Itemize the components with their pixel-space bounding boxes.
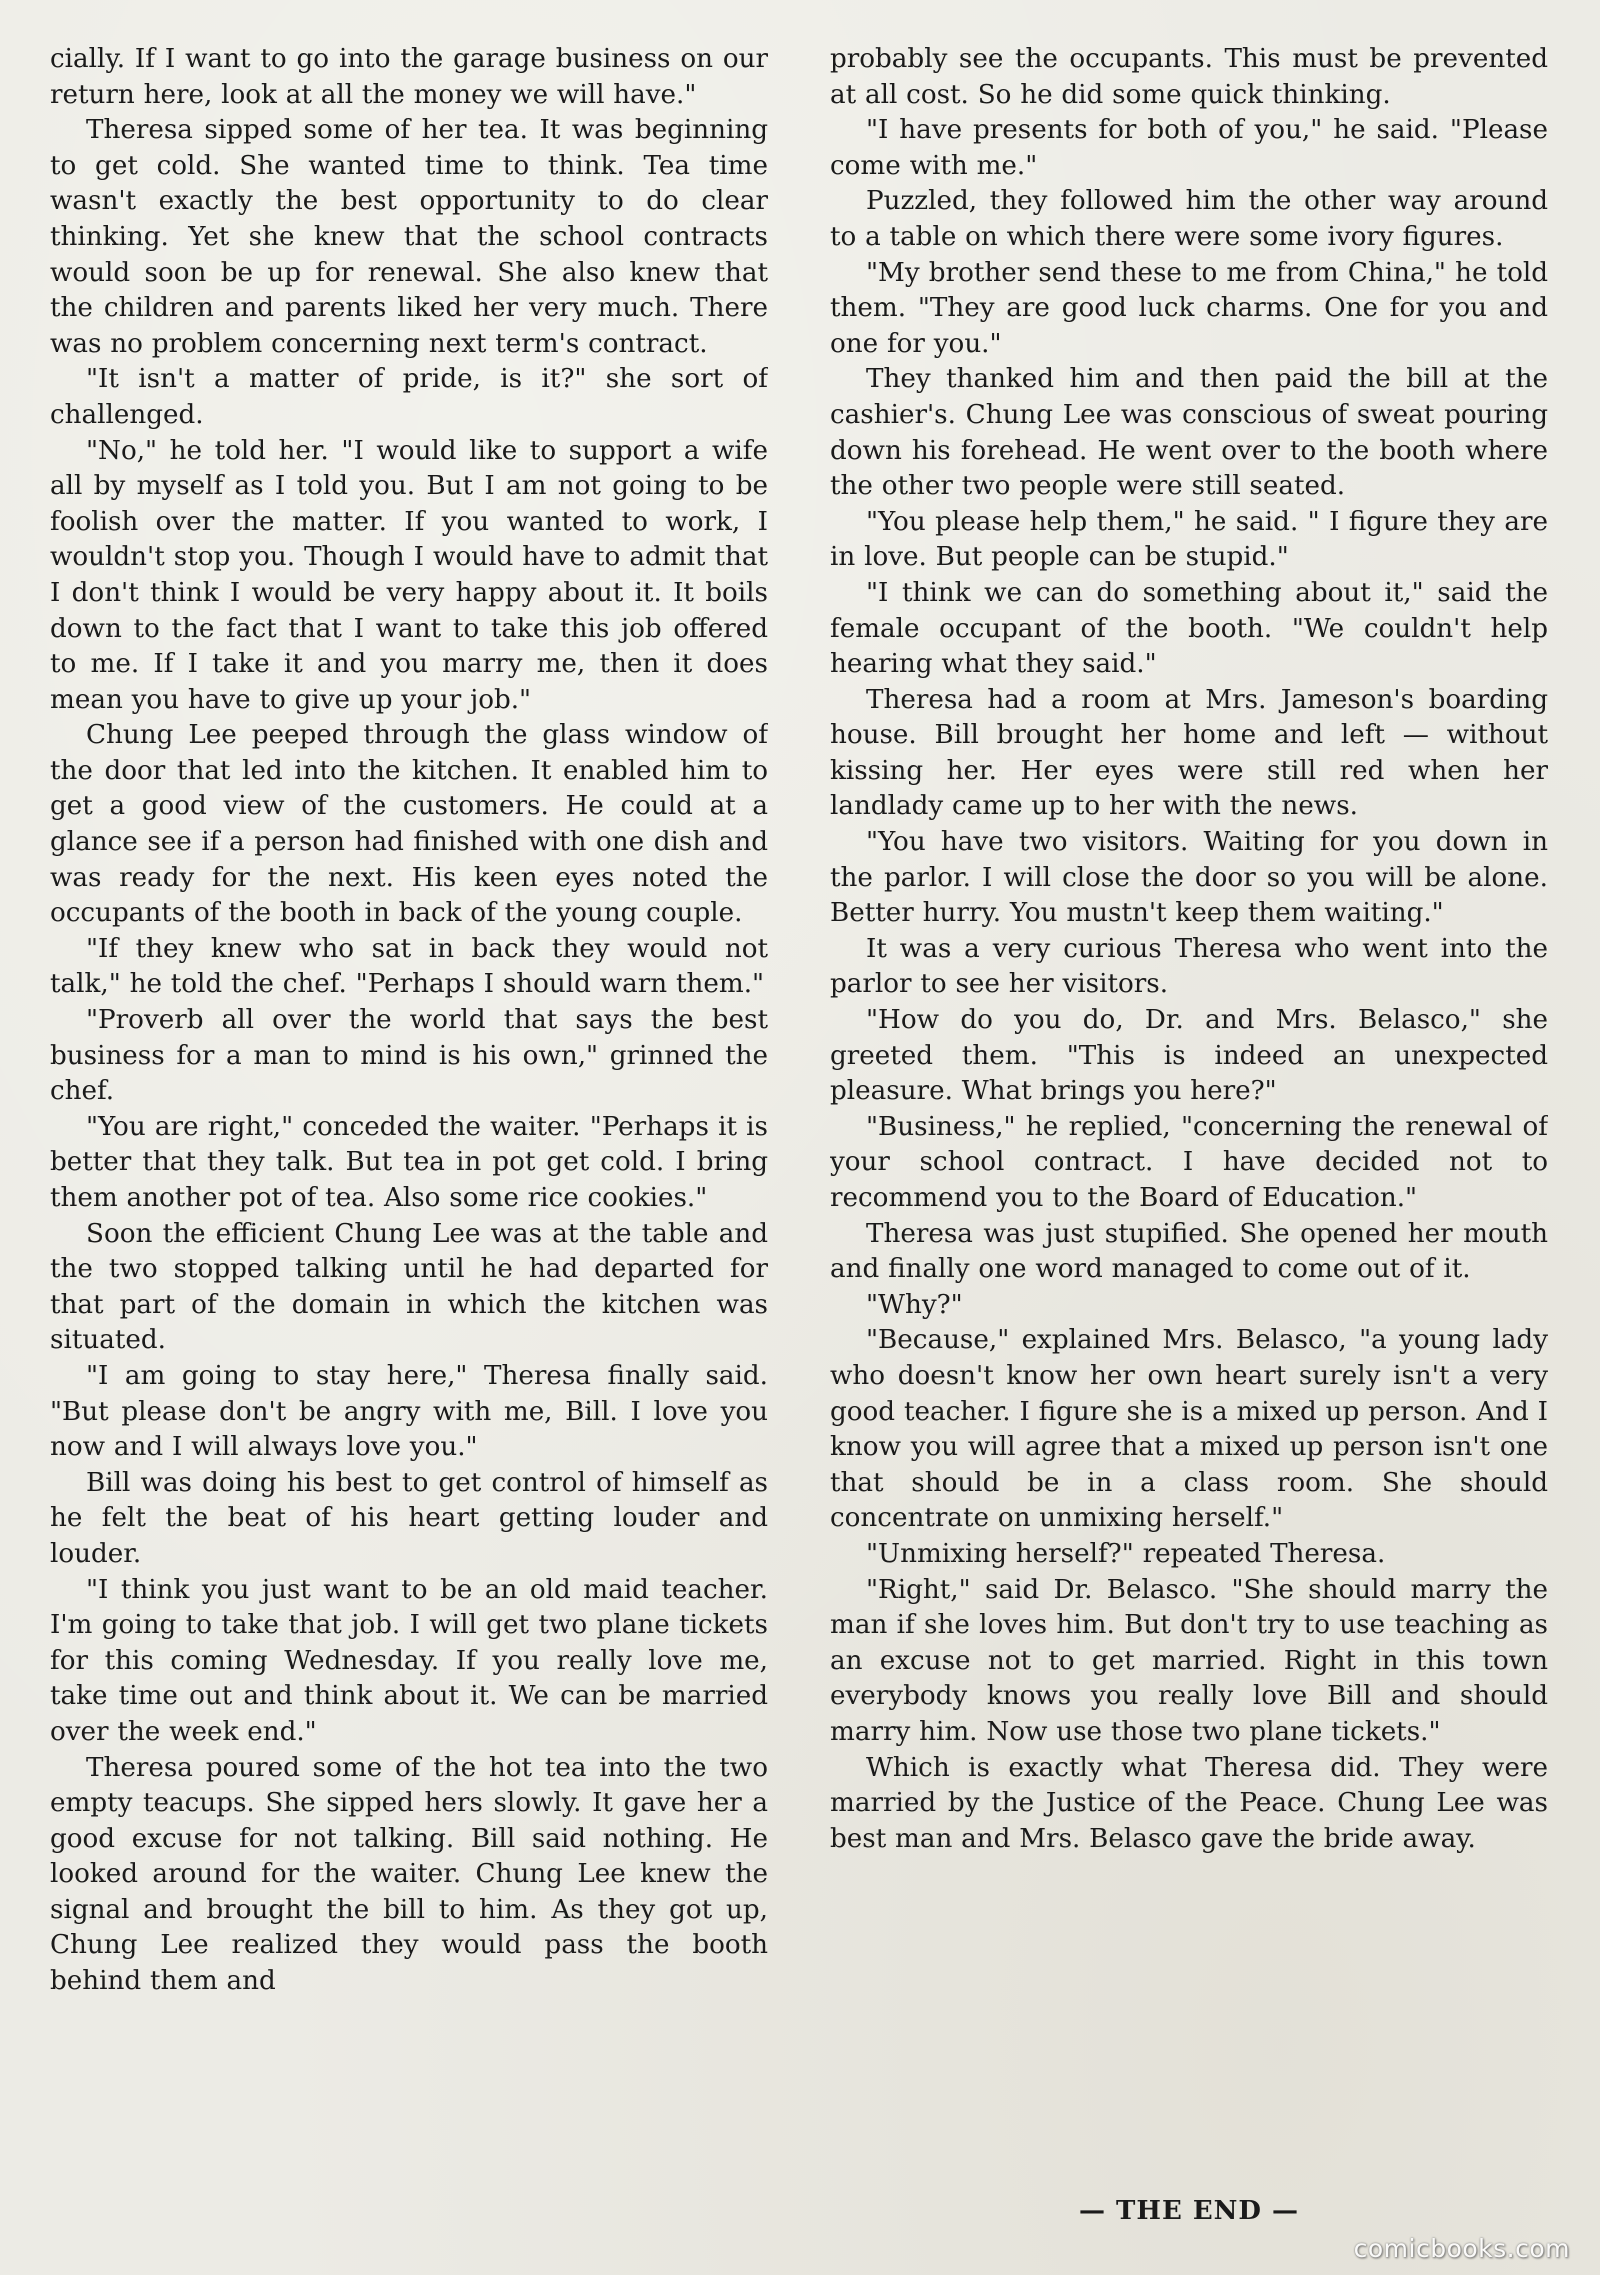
paragraph: "I think we can do something about it," said the female occupant of the booth. "We couldn't help hearing what they said.": [830, 577, 1548, 680]
paragraph: "It isn't a matter of pride, is it?" she sort of challenged.: [50, 364, 768, 430]
paragraph: Chung Lee peeped through the glass window of the door that led into the kitchen. It enabled him to get a good view of the customers. He could at a glance see if a person had finished with one dish and was ready for the next. His keen eyes noted the occupants of the booth in back of the young couple.: [50, 720, 768, 929]
paragraph: "You have two visitors. Waiting for you down in the parlor. I will close the door so you will be alone. Better hurry. You mustn't keep them waiting.": [830, 827, 1548, 929]
paragraph: It was a very curious Theresa who went into the parlor to see her visitors.: [830, 933, 1548, 1000]
paragraph: "Proverb all over the world that says the best business for a man to mind is his own," grinned the chef.: [50, 1005, 768, 1107]
paragraph: Theresa sipped some of her tea. It was beginning to get cold. She wanted time to think. Tea time wasn't exactly the best opportunity to do clear thinking. Yet she knew that the school contracts would soon be up for renewal. She also knew that the children and parents liked her very much. There was no problem concerning next term's contract.: [50, 115, 768, 359]
paragraph: "You are right," conceded the waiter. "Perhaps it is better that they talk. But tea in pot get cold. I bring them another pot of tea. Also some rice cookies.": [50, 1111, 768, 1213]
paragraph: "I am going to stay here," Theresa finally said. "But please don't be angry with me, Bill. I love you now and I will always love you.": [50, 1360, 768, 1463]
paragraph: "Why?": [866, 1289, 963, 1320]
paragraph: "Right," said Dr. Belasco. "She should marry the man if she loves him. But don't try to use teaching as an excuse not to get married. Right in this town everybody knows you really love Bill and should marry him. Now use those two plane tickets.": [830, 1574, 1548, 1747]
paragraph: probably see the occupants. This must be prevented at all cost. So he did some quick thinking.: [830, 44, 1548, 110]
the-end-mark: — THE END —: [1078, 2196, 1299, 2226]
paragraph: "Unmixing herself?" repeated Theresa.: [866, 1538, 1386, 1569]
paragraph: "I have presents for both of you," he said. "Please come with me.": [830, 115, 1548, 181]
paragraph: Theresa poured some of the hot tea into the two empty teacups. She sipped hers slowly. It gave her a good excuse for not talking. Bill said nothing. He looked around for the waiter. Chung Lee knew the signal and brought the bill to him. As they got up, Chung Lee realized they would pass the booth behind them and: [50, 1752, 768, 1997]
paragraph: Puzzled, they followed him the other way around to a table on which there were some ivory figures.: [830, 186, 1548, 252]
paragraph: "Business," he replied, "concerning the renewal of your school contract. I have decided not to recommend you to the Board of Education.": [830, 1111, 1548, 1213]
paragraph: Bill was doing his best to get control of himself as he felt the beat of his heart getting louder and louder.: [50, 1467, 768, 1569]
paragraph: Which is exactly what Theresa did. They were married by the Justice of the Peace. Chung Lee was best man and Mrs. Belasco gave the bride away.: [830, 1752, 1548, 1854]
paragraph: "I think you just want to be an old maid teacher. I'm going to take that job. I will get two plane tickets for this coming Wednesday. If you really love me, take time out and think about it. We can be married over the week end.": [50, 1574, 768, 1747]
paragraph: "My brother send these to me from China," he told them. "They are good luck charms. One for you and one for you.": [830, 257, 1548, 359]
paragraph: "Because," explained Mrs. Belasco, "a young lady who doesn't know her own heart surely isn't a very good teacher. I figure she is a mixed up person. And I know you will agree that a mixed up person isn't one that should be in a class room. She should concentrate on unmixing herself.": [830, 1325, 1548, 1534]
paragraph: "If they knew who sat in back they would not talk," he told the chef. "Perhaps I should warn them.": [50, 933, 768, 1000]
paragraph: "You please help them," he said. " I figure they are in love. But people can be stupid.": [830, 506, 1548, 573]
paragraph: They thanked him and then paid the bill at the cashier's. Chung Lee was conscious of sweat pouring down his forehead. He went over to the booth where the other two people were still seated.: [830, 364, 1548, 502]
right-text-column: [830, 42, 1548, 2232]
paragraph: cially. If I want to go into the garage business on our return here, look at all the money we will have.": [50, 44, 768, 110]
paragraph: Theresa had a room at Mrs. Jameson's boarding house. Bill brought her home and left — without kissing her. Her eyes were still red when her landlady came up to her with the news.: [830, 684, 1548, 822]
paragraph: Theresa was just stupified. She opened her mouth and finally one word managed to come out of it.: [830, 1218, 1548, 1285]
paragraph: "No," he told her. "I would like to support a wife all by myself as I told you. But I am not going to be foolish over the matter. If you wanted to work, I wouldn't stop you. Though I would have to admit that I don't think I would be very happy about it. It boils down to the fact that I want to take this job offered to me. If I take it and you marry me, then it does mean you have to give up your job.": [50, 435, 768, 715]
left-text-column: [50, 42, 768, 2232]
site-watermark: comicbooks.com: [1353, 2234, 1570, 2263]
paragraph: "How do you do, Dr. and Mrs. Belasco," she greeted them. "This is indeed an unexpected pleasure. What brings you here?": [830, 1005, 1548, 1107]
paragraph: Soon the efficient Chung Lee was at the table and the two stopped talking until he had departed for that part of the domain in which the kitchen was situated.: [50, 1218, 768, 1356]
